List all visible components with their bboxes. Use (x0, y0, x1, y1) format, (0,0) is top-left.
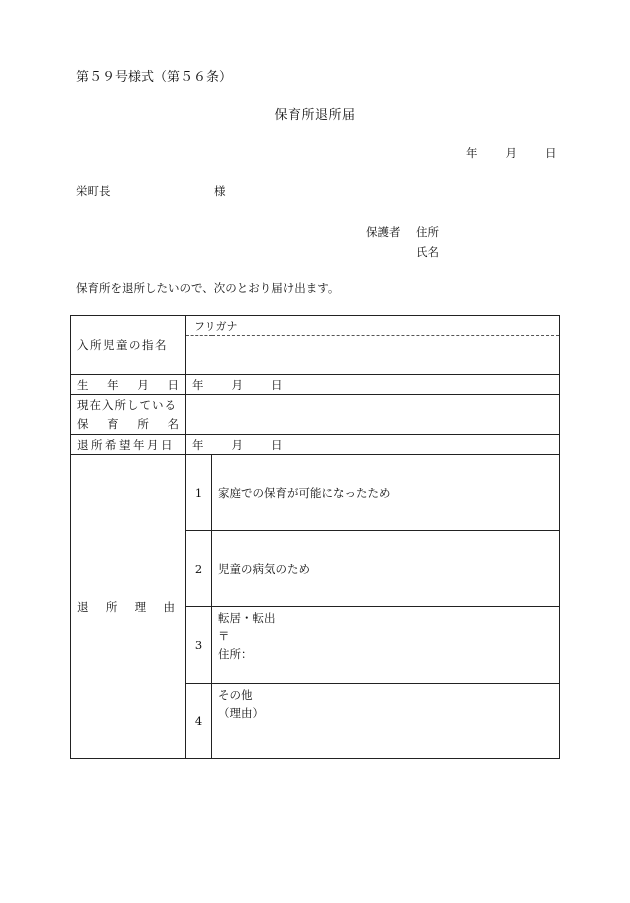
withdrawal-form-table (70, 315, 560, 759)
addressee (76, 183, 226, 199)
reason-option-2[interactable]: 児童の病気のため (212, 531, 560, 607)
addressee-name: 栄町長 (76, 184, 111, 198)
reason-option-1[interactable]: 家庭での保育が可能になったため (212, 455, 560, 531)
date-month: 月 (505, 146, 517, 160)
withdraw-date-label: 退所希望年月日 (71, 435, 186, 455)
withdraw-date-field[interactable]: 年 月 日 (186, 435, 560, 455)
form-number: 第５９号様式（第５６条） (76, 70, 233, 85)
reason-number-3: 3 (186, 607, 212, 684)
current-nursery-label: 現在入所している 保 育 所 名 (71, 395, 186, 435)
date-day: 日 (545, 146, 557, 160)
birthdate-label: 生 年 月 日 (71, 375, 186, 395)
child-name-label: 入所児童の指名 (71, 316, 186, 375)
addressee-honorific: 様 (214, 184, 226, 198)
guardian-block (366, 222, 439, 262)
current-nursery-field[interactable] (186, 395, 560, 435)
submission-date (466, 145, 557, 161)
guardian-label: 保護者 (366, 225, 401, 239)
reason-option-4[interactable]: その他 （理由） (212, 684, 560, 759)
child-name-field[interactable] (186, 336, 560, 375)
document-title: 保育所退所届 (274, 108, 356, 123)
guardian-name-label: 氏名 (416, 245, 439, 259)
furigana-field[interactable]: フリガナ (186, 316, 560, 336)
reason-number-4: 4 (186, 684, 212, 759)
reason-number-1: 1 (186, 455, 212, 531)
date-year: 年 (466, 146, 478, 160)
reason-option-3[interactable]: 転居・転出 〒 住所： (212, 607, 560, 684)
intro-text: 保育所を退所したいので、次のとおり届け出ます。 (76, 281, 340, 295)
birthdate-field[interactable]: 年 月 日 (186, 375, 560, 395)
reason-number-2: 2 (186, 531, 212, 607)
reason-label: 退 所 理 由 (71, 455, 186, 759)
guardian-address-label: 住所 (416, 225, 439, 239)
